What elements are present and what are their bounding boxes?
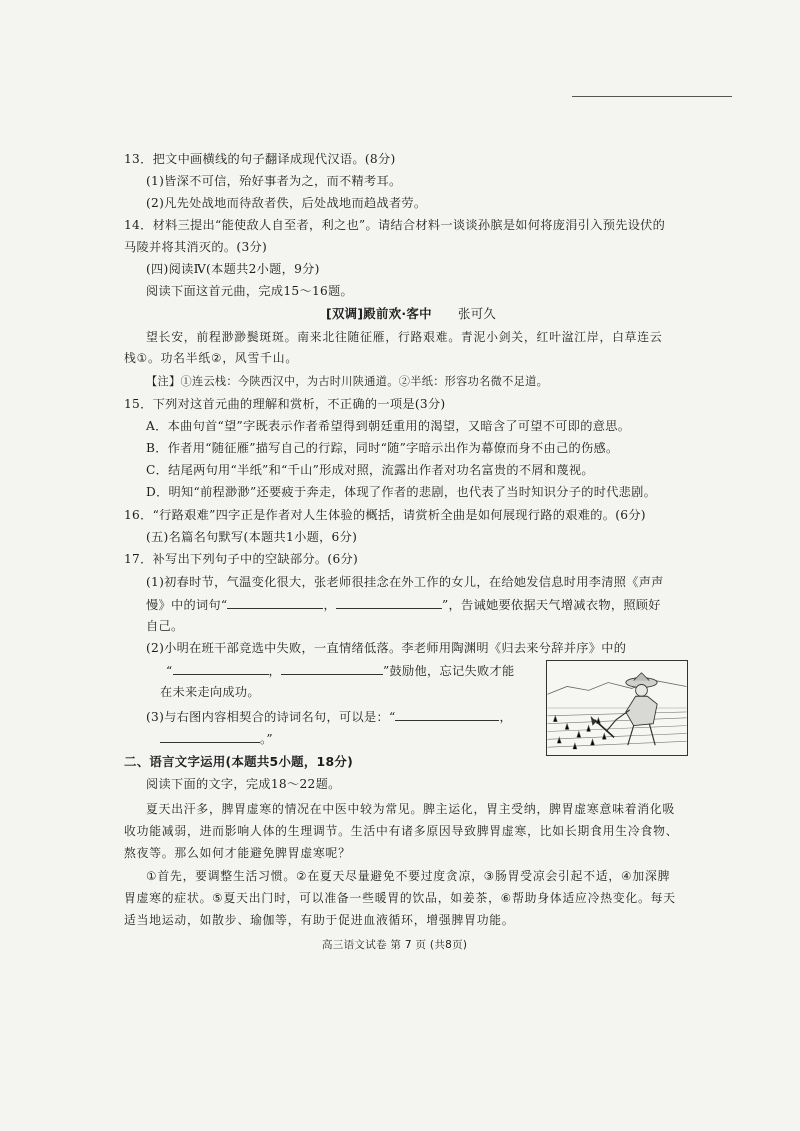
answer-blank-3[interactable] <box>173 662 269 675</box>
passage-para1-line-1: 夏天出汗多，脾胃虚寒的情况在中医中较为常见。脾主运化，胃主受纳，脾胃虚寒意味着消化吸 <box>146 802 676 816</box>
poem-title: [双调]殿前欢·客中 <box>326 306 432 321</box>
poem-line-2: 栈①。功名半纸②，风雪千山。 <box>124 351 298 365</box>
q17-part2-line-3: 在未来走向成功。 <box>160 685 260 699</box>
passage-para1-line-3: 熬夜等。那么如何才能避免脾胃虚寒呢？ <box>124 846 351 860</box>
answer-blank-2[interactable] <box>336 596 442 609</box>
passage-para2-line-2: 胃虚寒的症状。⑤夏天出门时，可以准备一些暖胃的饮品，如姜茶，⑥帮助身体适应冷热变化。每天 <box>124 891 676 905</box>
q17-part1-line-1: (1)初春时节，气温变化很大，张老师很挂念在外工作的女儿，在给她发信息时用李清照《声声 <box>146 575 664 589</box>
poem-author: 张可久 <box>458 306 497 321</box>
q15-option-a: A．本曲句首“望”字既表示作者希望得到朝廷重用的渴望，又暗含了可望不可即的意思。 <box>146 419 631 433</box>
q14-line-2: 马陵并将其消灭的。(3分) <box>124 240 268 254</box>
answer-blank-5[interactable] <box>395 708 499 721</box>
header-rule <box>572 96 732 97</box>
q15-stem: 15．下列对这首元曲的理解和赏析，不正确的一项是(3分) <box>124 397 446 411</box>
q17-part1-line-2: 慢》中的词句“ ， ”，告诫她要依据天气增减衣物，照顾好 <box>146 598 661 612</box>
reading4-instruction: 阅读下面这首元曲，完成15～16题。 <box>146 284 354 298</box>
answer-blank-6[interactable] <box>160 730 260 743</box>
answer-blank-1[interactable] <box>227 596 323 609</box>
q16-stem: 16．“行路艰难”四字正是作者对人生体验的概括，请赏析全曲是如何展现行路的艰难的。(6分) <box>124 508 646 522</box>
passage-para2-line-3: 适当地运动，如散步、瑜伽等，有助于促进血液循环，增强脾胃功能。 <box>124 913 515 927</box>
q14-line-1: 14．材料三提出“能使敌人自至者，利之也”。请结合材料一谈谈孙膑是如何将庞涓引入预先设伏的 <box>124 218 666 232</box>
page-footer: 高三语文试卷 第 7 页 (共8页) <box>322 939 468 951</box>
passage-para1-line-2: 收功能减弱，进而影响人体的生理调节。生活中有诸多原因导致脾胃虚寒，比如长期食用生冷食物、 <box>124 824 679 838</box>
q17-part2-line-2: “ ， ”鼓励他，忘记失败才能 <box>166 664 515 678</box>
q13-stem: 13．把文中画横线的句子翻译成现代汉语。(8分) <box>124 152 396 166</box>
q17-part2-line-1: (2)小明在班干部竞选中失败，一直情绪低落。李老师用陶渊明《归去来兮辞并序》中的 <box>146 641 627 655</box>
answer-blank-4[interactable] <box>281 662 383 675</box>
reading4-header: (四)阅读Ⅳ(本题共2小题，9分) <box>146 262 320 276</box>
section5-header: (五)名篇名句默写(本题共1小题，6分) <box>146 530 358 544</box>
q15-option-d: D．明知“前程渺渺”还要疲于奔走，体现了作者的悲剧，也代表了当时知识分子的时代悲剧。 <box>146 485 657 499</box>
farmer-hoeing-illustration <box>546 660 688 756</box>
part2-instruction: 阅读下面的文字，完成18～22题。 <box>146 777 341 791</box>
passage-para2-line-1: ①首先，要调整生活习惯。②在夏天尽量避免不要过度贪凉，③肠胃受凉会引起不适，④加深脾 <box>146 869 671 883</box>
q17-part3-line-1: (3)与右图内容相契合的诗词名句，可以是：“ ， <box>146 710 512 724</box>
q15-option-c: C．结尾两句用“半纸”和“千山”形成对照，流露出作者对功名富贵的不屑和蔑视。 <box>146 463 594 477</box>
q17-part1-line-3: 自己。 <box>146 619 184 633</box>
q13-sentence-2: (2)凡先处战地而待敌者佚，后处战地而趋战者劳。 <box>146 196 427 210</box>
q13-sentence-1: (1)皆深不可信，殆好事者为之，而不精考耳。 <box>146 174 402 188</box>
q17-part3-line-2: 。” <box>160 730 273 747</box>
q17-stem: 17．补写出下列句子中的空缺部分。(6分) <box>124 552 359 566</box>
poem-note: 【注】①连云栈：今陕西汉中，为古时川陕通道。②半纸：形容功名微不足道。 <box>146 375 549 388</box>
part2-header: 二、语言文字运用(本题共5小题，18分) <box>124 754 354 769</box>
farmer-illustration-drawing <box>547 661 687 755</box>
poem-line-1: 望长安，前程渺渺鬓斑斑。南来北往随征雁，行路艰难。青泥小剑关，红叶湓江岸，白草连云 <box>146 330 663 344</box>
q15-option-b: B．作者用“随征雁”描写自己的行踪，同时“随”字暗示出作为幕僚而身不由己的伤感。 <box>146 441 619 455</box>
